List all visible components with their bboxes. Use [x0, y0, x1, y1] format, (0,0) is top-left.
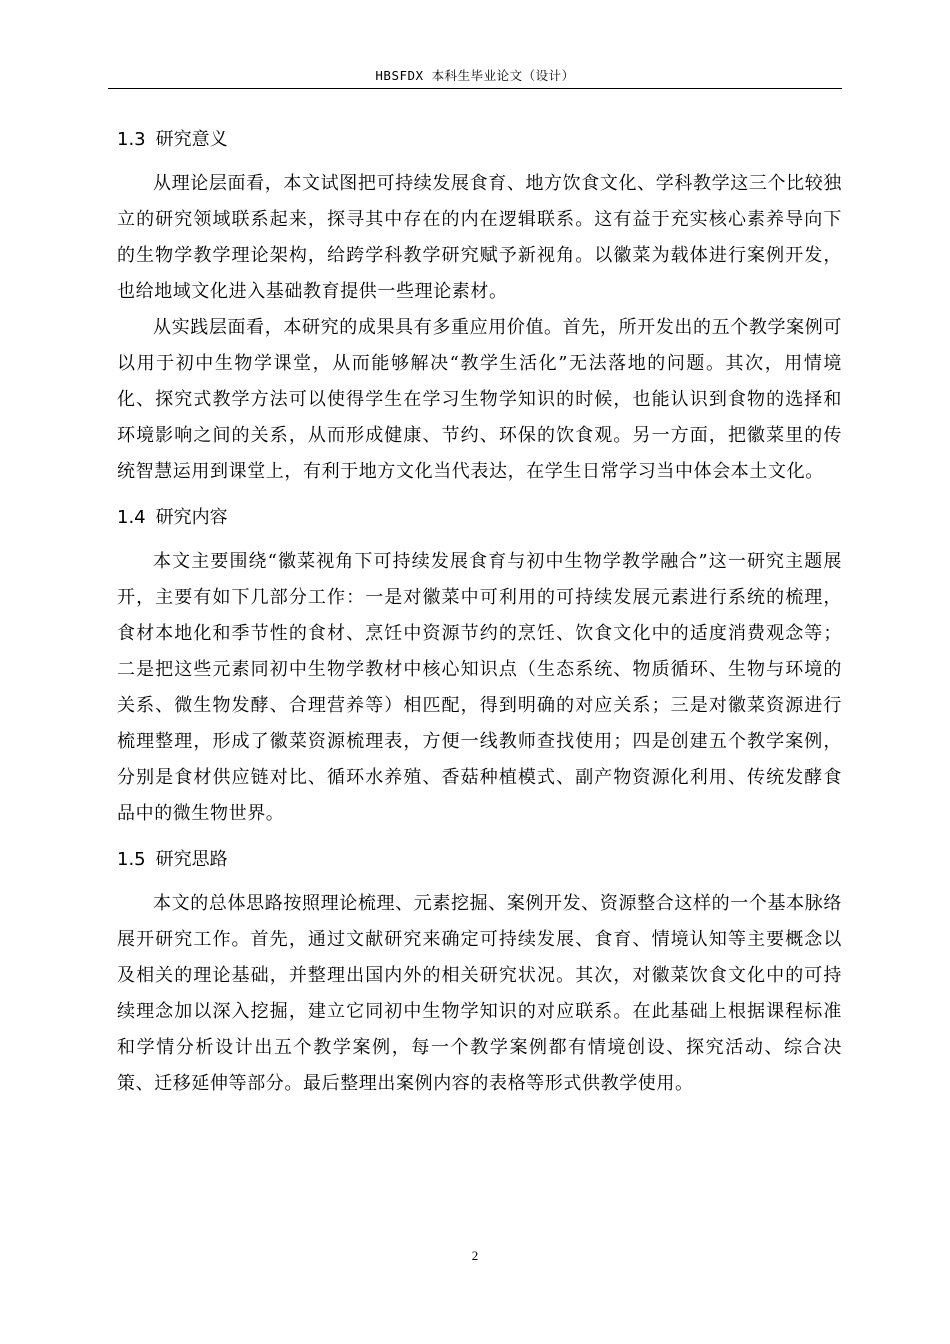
section-1-4 [117, 498, 842, 832]
section-gap [117, 490, 842, 498]
section-number: 1.3 [117, 129, 146, 150]
section-heading [117, 840, 842, 880]
section-1-3 [117, 120, 842, 490]
paragraph: 本文的总体思路按照理论梳理、元素挖掘、案例开发、资源整合这样的一个基本脉络展开研究工作。首先，通过文献研究来确定可持续发展、食育、情境认知等主要概念以及相关的理论基础，并整理出国内外的相关研究状况。其次，对徽菜饮食文化中的可持续理念加以深入挖掘，建立它同初中生物学知识的对应联系。在此基础上根据课程标准和学情分析设计出五个教学案例，每一个教学案例都有情境创设、探究活动、综合决策、迁移延伸等部分。最后整理出案例内容的表格等形式供教学使用。 [117, 893, 842, 1094]
paragraph: 从理论层面看，本文试图把可持续发展食育、地方饮食文化、学科教学这三个比较独立的研究领域联系起来，探寻其中存在的内在逻辑联系。这有益于充实核心素养导向下的生物学教学理论架构，给跨学科教学研究赋予新视角。以徽菜为载体进行案例开发，也给地域文化进入基础教育提供一些理论素材。 [117, 173, 842, 302]
paragraph: 本文主要围绕“徽菜视角下可持续发展食育与初中生物学教学融合”这一研究主题展开，主要有如下几部分工作：一是对徽菜中可利用的可持续发展元素进行系统的梳理，食材本地化和季节性的食材、烹饪中资源节约的烹饪、饮食文化中的适度消费观念等；二是把这些元素同初中生物学教材中核心知识点（生态系统、物质循环、生物与环境的关系、微生物发酵、合理营养等）相匹配，得到明确的对应关系；三是对徽菜资源进行梳理整理，形成了徽菜资源梳理表，方便一线教师查找使用；四是创建五个教学案例，分别是食材供应链对比、循环水养殖、香菇种植模式、副产物资源化利用、传统发酵食品中的微生物世界。 [117, 551, 842, 824]
page-header: HBSFDX 本科生毕业论文（设计） [375, 68, 575, 83]
header-rule [108, 88, 842, 89]
section-title-text: 研究内容 [155, 507, 228, 528]
section-title-text: 研究意义 [155, 129, 228, 150]
section-number: 1.5 [117, 849, 146, 870]
paragraph: 从实践层面看，本研究的成果具有多重应用价值。首先，所开发出的五个教学案例可以用于初中生物学课堂，从而能够解决“教学生活化”无法落地的问题。其次，用情境化、探究式教学方法可以使得学生在学习生物学知识的时候，也能认识到食物的选择和环境影响之间的关系，从而形成健康、节约、环保的饮食观。另一方面，把徽菜里的传统智慧运用到课堂上，有利于地方文化当代表达，在学生日常学习当中体会本土文化。 [117, 317, 842, 482]
section-heading [117, 120, 842, 160]
section-1-5 [117, 840, 842, 1102]
section-gap [117, 832, 842, 840]
main-content [117, 120, 842, 1102]
section-heading [117, 498, 842, 538]
section-number: 1.4 [117, 507, 146, 528]
section-title-text: 研究思路 [155, 849, 228, 870]
page-number: 2 [471, 1248, 479, 1263]
